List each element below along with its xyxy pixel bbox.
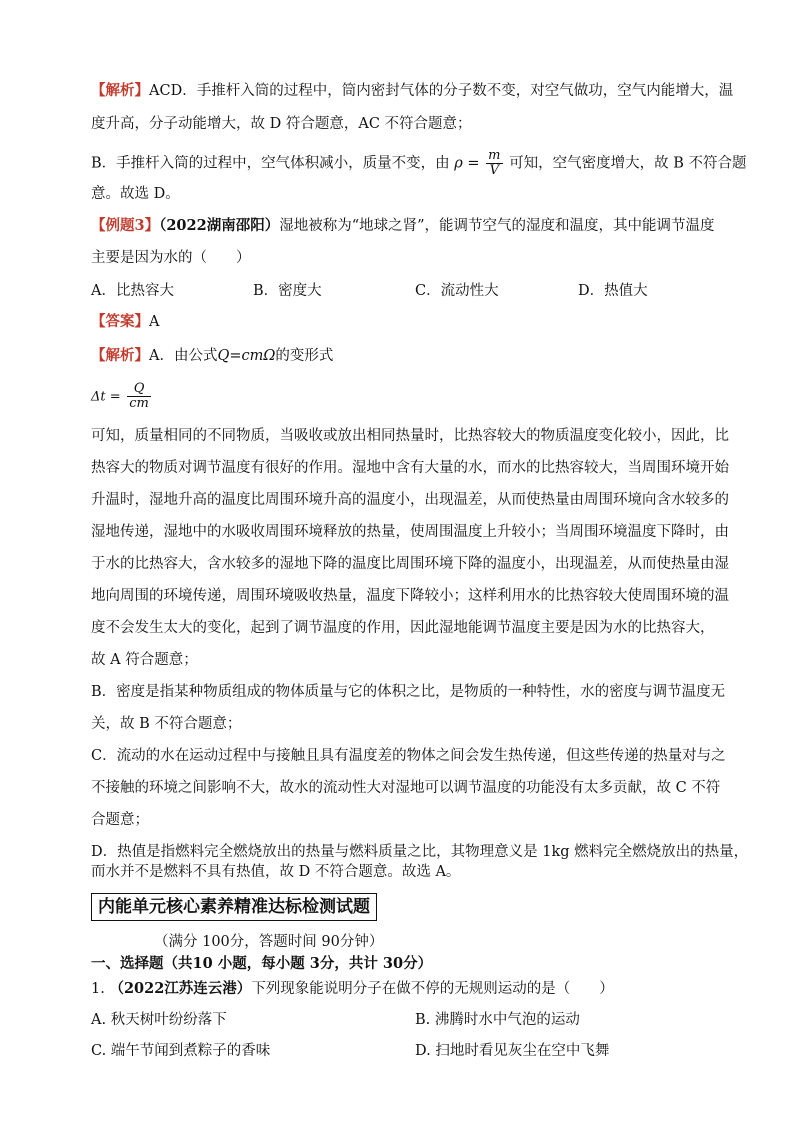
analysis-line-1	[91, 81, 733, 101]
analysis-tag: 【解析】	[91, 82, 149, 99]
fraction-denominator: V	[489, 163, 500, 178]
paragraph-line: 湿地传递，湿地中的水吸收周围环境释放的热量，使周围温度上升较小；当周围环境温度下降时，由	[91, 524, 729, 540]
paragraph-line: 热容大的物质对调节温度有很好的作用。湿地中含有大量的水，而水的比热容较大，当周围环境开始	[91, 460, 729, 476]
example-tag: 【例题3】	[91, 217, 160, 234]
example-3-line-1	[91, 216, 715, 236]
rho-symbol: ρ =	[454, 155, 480, 172]
analysis-text: 可知，空气密度增大，故 B 不符合题	[509, 155, 747, 172]
paragraph-line: 而水并不是燃料不具有热值，故 D 不符合题意。故选 A。	[91, 864, 461, 880]
analysis-line-4: 意。故选 D。	[91, 186, 180, 202]
paragraph-line: D．热值是指燃料完全燃烧放出的热量与燃料质量之比，其物理意义是 1kg 燃料完全燃烧放出的热量，	[91, 844, 749, 860]
fraction-numerator: Q	[127, 382, 151, 397]
paragraph-line: 度不会发生太大的变化，起到了调节温度的作用，因此湿地能调节温度主要是因为水的比热容大，	[91, 620, 715, 636]
fraction-denominator: cm	[129, 396, 149, 411]
analysis-line-3	[91, 149, 746, 178]
question-number: 1.	[91, 981, 105, 997]
option-c: C．流动性大	[415, 283, 499, 299]
analysis-text: B．手推杆入筒的过程中，空气体积减小，质量不变，由	[91, 155, 450, 172]
q1-option-a: A. 秋天树叶纷纷落下	[91, 1012, 227, 1028]
example-text: 湿地被称为“地球之肾”，能调节空气的湿度和温度，其中能调节温度	[279, 218, 715, 234]
paragraph-line: 于水的比热容大，含水较多的湿地下降的温度比周围环境下降的温度小，出现温差，从而使热量由湿	[91, 556, 729, 572]
paragraph-line: C．流动的水在运动过程中与接触且具有温度差的物体之间会发生热传递，但这些传递的热量对与之	[91, 748, 726, 764]
answer-tag: 【答案】	[91, 313, 149, 330]
analysis-2-line-1	[91, 346, 333, 366]
example-source: （2022湖南邵阳）	[159, 217, 280, 234]
fraction-numerator: m	[488, 148, 501, 163]
section-subtitle: （满分 100分，答题时间 90分钟）	[154, 934, 384, 950]
paragraph-line: B．密度是指某种物质组成的物体质量与它的体积之比，是物质的一种特性，水的密度与调节温度无	[91, 684, 726, 700]
section-title-box: 内能单元核心素养精准达标检测试题	[91, 893, 377, 921]
answer-value: A	[149, 314, 160, 330]
paragraph-line: 故 A 符合题意；	[91, 652, 198, 668]
q1-option-b: B. 沸腾时水中气泡的运动	[415, 1012, 580, 1028]
q1-option-c: C. 端午节闻到煮粽子的香味	[91, 1043, 271, 1059]
delta-t-symbol: Δt =	[91, 389, 121, 405]
option-a: A．比热容大	[91, 283, 174, 299]
paragraph-line: 升温时，湿地升高的温度比周围环境升高的温度小，出现温差，从而使热量由周围环境向含水较多的	[91, 492, 729, 508]
analysis-text: A．由公式	[149, 348, 218, 364]
formula-block	[91, 382, 153, 411]
analysis-text: 的变形式	[275, 348, 334, 364]
analysis-tag: 【解析】	[91, 347, 149, 364]
example-3-line-2: 主要是因为水的（ ）	[91, 250, 251, 266]
question-source: （2022江苏连云港）	[109, 980, 252, 997]
part-heading: 一、选择题（共10 小题，每小题 3分，共计 30分）	[91, 955, 433, 972]
analysis-text: ACD．手推杆入筒的过程中，筒内密封气体的分子数不变，对空气做功，空气内能增大，温	[149, 83, 734, 99]
question-text: 下列现象能说明分子在做不停的无规则运动的是（ ）	[251, 981, 614, 997]
paragraph-line: 可知，质量相同的不同物质，当吸收或放出相同热量时，比热容较大的物质温度变化较小，因此，比	[91, 428, 729, 444]
option-d: D．热值大	[578, 283, 648, 299]
paragraph-line: 合题意；	[91, 812, 149, 828]
paragraph-line: 不接触的环境之间影响不大，故水的流动性大对湿地可以调节温度的功能没有太多贡献，故 C 不符	[91, 780, 721, 796]
paragraph-line: 地向周围的环境传递，周围环境吸收热量，温度下降较小；这样利用水的比热容较大使周围环境的温	[91, 588, 729, 604]
formula: Q=cmΩ	[217, 348, 276, 364]
option-b: B．密度大	[253, 283, 322, 299]
answer-line	[91, 312, 159, 332]
density-fraction	[486, 149, 502, 178]
q1-option-d: D. 扫地时看见灰尘在空中飞舞	[415, 1043, 610, 1059]
question-1-stem	[91, 979, 614, 999]
analysis-line-2: 度升高，分子动能增大，故 D 符合题意，AC 不符合题意；	[91, 116, 472, 132]
paragraph-line: 关，故 B 不符合题意；	[91, 716, 242, 732]
delta-t-fraction	[127, 382, 151, 411]
